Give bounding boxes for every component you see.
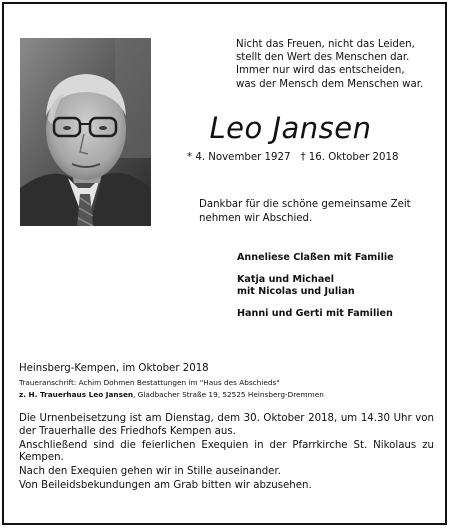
poem-line: Immer nur wird das entscheiden, <box>236 65 405 77</box>
mourner-line: Hanni und Gerti mit Familien <box>237 307 393 319</box>
mourner-line: Katja und Michael <box>237 273 335 285</box>
address-street: , Gladbacher Straße 19, 52525 Heinsberg-Dremmen <box>133 389 324 399</box>
ceremony-paragraph: Von Beileidsbekundungen am Grab bitten wir abzusehen. <box>19 479 312 491</box>
place-and-date: Heinsberg-Kempen, im Oktober 2018 <box>19 363 209 374</box>
death-date: † 16. Oktober 2018 <box>300 152 399 163</box>
address-line: Traueranschrift: Achim Dohmen Bestattungen im "Haus des Abschieds" <box>19 378 280 387</box>
ceremony-paragraph: Anschließend sind die feierlichen Exequien in der Pfarrkirche St. Nikolaus zu Kempen. <box>19 439 434 464</box>
poem <box>236 38 441 91</box>
mourner-group <box>237 308 394 321</box>
mourning-address <box>19 377 324 400</box>
address-line <box>19 389 324 401</box>
ceremony-paragraph: Die Urnenbeisetzung ist am Dienstag, dem 30. Oktober 2018, um 14.30 Uhr von der Trauerhalle des Friedhofs Kempen aus. <box>19 413 434 437</box>
mourner-group <box>237 274 394 299</box>
thanks-text: Dankbar für die schöne gemeinsame Zeit nehmen wir Abschied. <box>199 199 411 224</box>
poem-line: Nicht das Freuen, nicht das Leiden, <box>236 39 415 50</box>
life-dates <box>187 152 398 163</box>
poem-line: was der Mensch dem Menschen war. <box>236 78 424 90</box>
ceremony-paragraph: Nach den Exequien gehen wir in Stille auseinander. <box>19 466 281 478</box>
mourner-line: mit Nicolas und Julian <box>237 286 355 297</box>
mourners-list <box>237 252 394 329</box>
deceased-name: Leo Jansen <box>209 111 372 145</box>
address-recipient: z. H. Trauerhaus Leo Jansen <box>19 389 134 399</box>
mourner-line: Anneliese Claßen mit Familie <box>237 252 394 263</box>
poem-line: stellt den Wert des Menschen dar. <box>236 52 410 64</box>
portrait-image <box>20 38 151 226</box>
mourner-group <box>237 252 394 265</box>
birth-date: * 4. November 1927 <box>187 152 291 163</box>
ceremony-details <box>19 413 434 493</box>
portrait-photo <box>20 38 151 226</box>
